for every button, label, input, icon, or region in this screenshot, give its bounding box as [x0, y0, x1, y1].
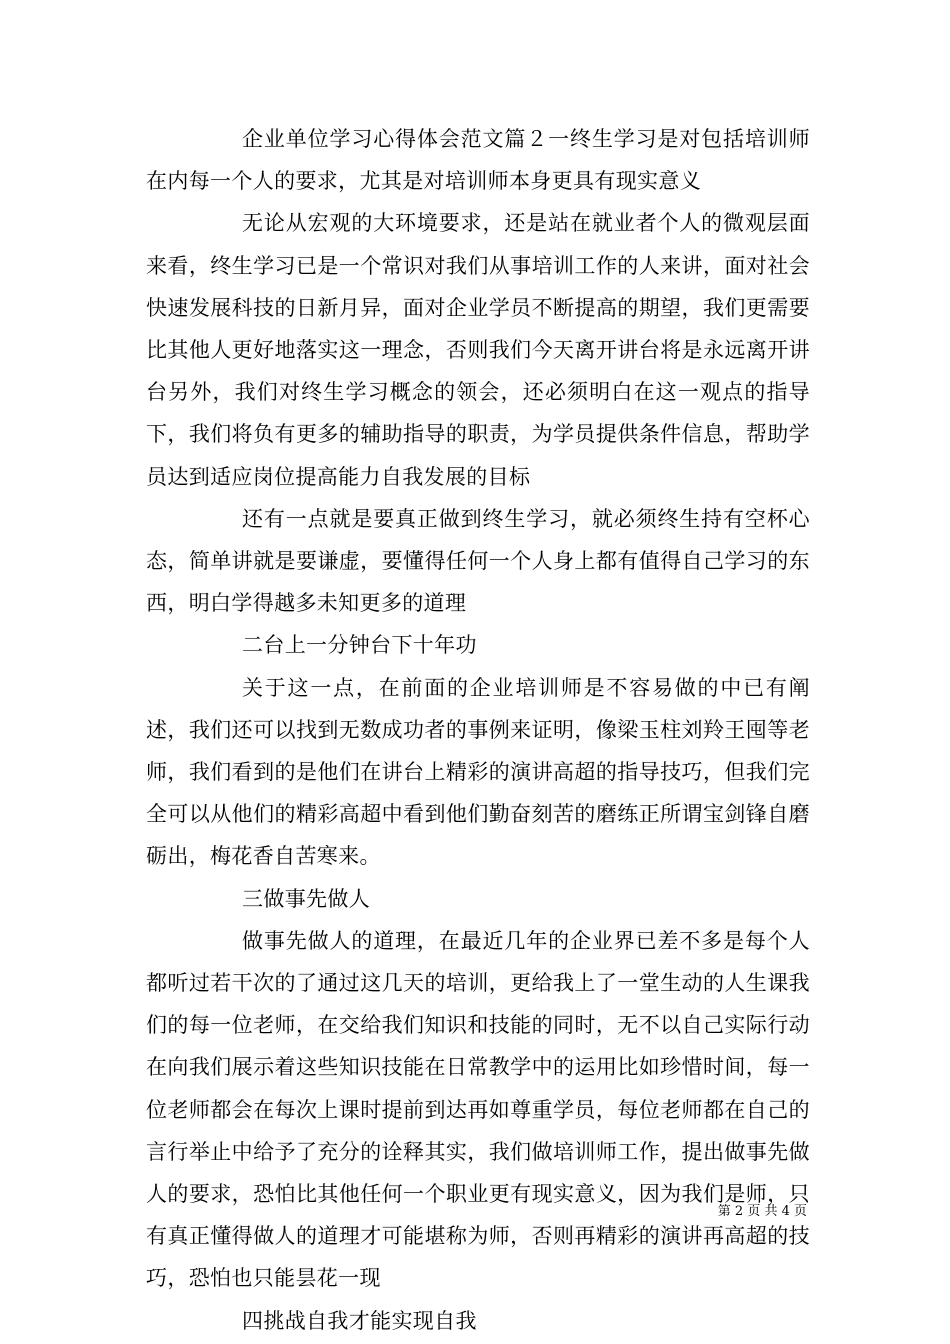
paragraph: 无论从宏观的大环境要求，还是站在就业者个人的微观层面来看，终生学习已是一个常识对我们从事培训工作的人来讲，面对社会快速发展科技的日新月异，面对企业学员不断提高的期望，我们更需要比其他人更好地落实这一理念，否则我们今天离开讲台将是永远离开讲台另外，我们对终生学习概念的领会，还必须明白在这一观点的指导下，我们将负有更多的辅助指导的职责，为学员提供条件信息，帮助学员达到适应岗位提高能力自我发展的目标 — [146, 211, 810, 489]
paragraph: 做事先做人的道理，在最近几年的企业界已差不多是每个人都听过若干次的了通过这几天的培训，更给我上了一堂生动的人生课我们的每一位老师，在交给我们知识和技能的同时，无不以自己实际行动在向我们展示着这些知识技能在日常教学中的运用比如珍惜时间，每一位老师都会在每次上课时提前到达再如尊重学员，每位老师都在自己的言行举止中给予了充分的诠释其实，我们做培训师工作，提出做事先做人的要求，恐怕比其他任何一个职业更有现实意义，因为我们是师，只有真正懂得做人的道理才可能堪称为师，否则再精彩的演讲再高超的技巧，恐怕也只能昙花一现 — [146, 928, 810, 1291]
paragraph: 关于这一点，在前面的企业培训师是不容易做的中已有阐述，我们还可以找到无数成功者的事例来证明，像梁玉柱刘羚王囤等老师，我们看到的是他们在讲台上精彩的演讲高超的指导技巧，但我们完全可以从他们的精彩高超中看到他们勤奋刻苦的磨练正所谓宝剑锋自磨砺出，梅花香自苦寒来。 — [146, 675, 810, 869]
document-body — [146, 118, 810, 1342]
section-heading: 四挑战自我才能实现自我 — [242, 1308, 477, 1333]
page-number-footer: 第 2 页 共 4 页 — [717, 1204, 807, 1219]
paragraph: 企业单位学习心得体会范文篇２一终生学习是对包括培训师在内每一个人的要求，尤其是对培训师本身更具有现实意义 — [146, 127, 810, 194]
paragraph: 还有一点就是要真正做到终生学习，就必须终生持有空杯心态，简单讲就是要谦虚，要懂得任何一个人身上都有值得自己学习的东西，明白学得越多未知更多的道理 — [146, 506, 810, 616]
section-heading: 三做事先做人 — [242, 886, 371, 911]
section-heading: 二台上一分钟台下十年功 — [242, 633, 477, 658]
